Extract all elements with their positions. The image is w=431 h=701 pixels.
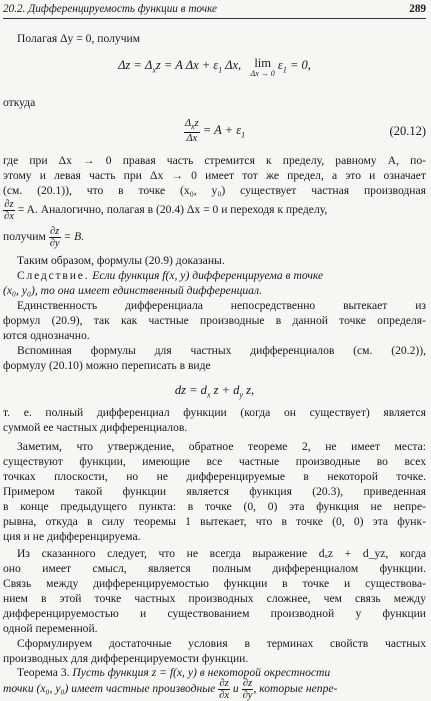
frac-den: ∂y [242, 690, 253, 701]
eq3-part-b: z + d [210, 383, 240, 397]
text-line-34: Сформулируем достаточные условия в терминах свойств частных [17, 637, 426, 650]
text-line-9-a: получим [3, 230, 49, 244]
eq1-sub-1b: 1 [282, 65, 287, 75]
text-line-20: суммой ее частных дифференциалов. [3, 421, 188, 434]
text-line-13: Единственность дифференциала непосредственно вытекает из [17, 299, 426, 312]
equation-full-differential [3, 383, 426, 403]
text-line-17: формулу (20.10) можно переписать в виде [3, 359, 211, 372]
frac-num: ∂z [49, 226, 60, 237]
equation-20-12 [3, 118, 426, 144]
eq2-den: Δx [186, 133, 198, 145]
text-line-7: (см. (20.1)), что в точке (x₀, y₀) существует частная производная [3, 184, 426, 197]
text-line-35: производных для дифференцируемости функции. [3, 652, 249, 665]
eq2-sub-1: 1 [241, 130, 246, 140]
text-line-37-b: , которые непре- [253, 682, 338, 696]
text-line-30: Связь между дифференцируемостью функции в точке и существова- [3, 577, 426, 590]
text-line-29: оно имеет смысл, является полным дифференциалом функции. [3, 562, 426, 575]
lim-subscript: Δx → 0 [250, 69, 275, 78]
corollary-text: Если функция f(x, y) дифференцируема в точке [89, 269, 324, 282]
eq1-part-b: z = A Δx + ε [155, 58, 219, 72]
eq2-rhs: = A + ε [199, 122, 242, 137]
text-line-23: точках плоскости, но не дифференцируемые в некоторой точке. [3, 470, 426, 483]
text-line-9 [3, 226, 426, 249]
text-line-5: где при Δx → 0 правая часть стремится к пределу, равному A, по- [3, 154, 426, 167]
eq2-num: Δ [184, 118, 192, 129]
eq1-part-d: ε [274, 58, 283, 72]
equation-number: (20.12) [389, 124, 426, 138]
eq1-part-e: = 0, [286, 58, 311, 72]
eq3-part-c: z, [243, 383, 255, 397]
partial-z-x-2 [218, 678, 230, 701]
text-line-28: Из сказанного следует, что не всегда выражение dₓz + d_yz, когда [17, 547, 426, 560]
text-line-1: Полагая Δy = 0, получим [17, 32, 141, 45]
eq1-part-c: Δx, [222, 58, 242, 72]
text-line-3: откуда [3, 96, 36, 109]
partial-z-x [3, 199, 15, 222]
text-line-25: в конце предыдущего пункта: в точке (0, 0) эта функция не непре- [3, 500, 426, 513]
eq2-fraction [184, 118, 200, 144]
partial-z-y-2 [242, 678, 254, 701]
text-line-19: т. е. полный дифференциал функции (когда он существует) является [3, 406, 426, 419]
eq2-num-b: z [194, 118, 199, 129]
partial-z-y [49, 226, 61, 249]
text-line-9-b: = B. [60, 230, 85, 244]
lim-word: lim [254, 56, 271, 70]
frac-den: ∂y [49, 238, 60, 249]
text-line-33: одной переменной. [3, 622, 98, 635]
text-line-24: Примером такой функции является функция (20.3), приведенная [3, 485, 426, 498]
frac-den: ∂x [4, 211, 14, 222]
text-line-8-rest: = A. Аналогично, полагая в (20.4) Δx = 0 и переходя к пределу, [14, 203, 328, 217]
theorem-label: Теорема 3. [17, 666, 70, 679]
text-line-37-a: точки (x₀, y₀) имеет частные производные [3, 682, 219, 696]
eq1-sub-1: 1 [218, 65, 223, 75]
text-line-8 [3, 199, 426, 222]
running-header [3, 3, 426, 17]
text-line-27: ция и не дифференцируема. [3, 530, 141, 543]
limit [251, 58, 275, 78]
header-rule [3, 18, 426, 19]
text-line-22: существуют функции, имеющие все частные производные во всех [3, 455, 426, 468]
eq2-sub-x: x [191, 122, 195, 132]
text-line-32: дифференцируемостью и существованием производной у функции [3, 607, 426, 620]
corollary-label: Следствие. [17, 269, 90, 282]
text-line-10: Таким образом, формулы (20.9) доказаны. [17, 254, 225, 267]
text-line-14: формул (20.9), так как частные производные в данной точке определя- [3, 314, 426, 327]
corollary-line [3, 269, 426, 283]
frac-num: ∂z [242, 678, 253, 689]
text-line-37-mid: и [230, 682, 242, 696]
frac-num: ∂z [4, 199, 14, 210]
eq3-sub-x: x [206, 390, 211, 400]
running-title: 20.2. Дифференцируемость функции в точке [3, 3, 217, 15]
eq3-sub-y: y [239, 390, 243, 400]
eq1-sub-x: x [152, 65, 156, 75]
text-line-16: Вспоминая формулы для частных дифференциалов (см. (20.2)), [17, 344, 426, 357]
text-line-31: нием в этой точке частных производных сложнее, чем связь между [3, 592, 426, 605]
eq3-part-a: dz = d [174, 383, 207, 397]
text-line-21: Заметим, что утверждение, обратное теореме 2, не имеет места: [17, 440, 426, 453]
text-line-15: ются однозначно. [3, 329, 90, 342]
text-line-26: рывна, откуда в силу теоремы 1 вытекает, что в точке (0, 0) эта функ- [3, 515, 426, 528]
text-line-12: (x₀, y₀), то она имеет единственный дифференциал. [3, 284, 262, 297]
page-number: 289 [409, 3, 426, 15]
text-line-6: этому и левая часть при Δx → 0 имеет тот же предел, а это и означает [3, 169, 426, 182]
frac-den: ∂x [219, 690, 229, 701]
text-line-37 [3, 678, 426, 701]
equation-20-11 [3, 58, 426, 78]
theorem-text: Пусть функция z = f(x, y) в некоторой окрестности [69, 666, 331, 679]
eq1-part-a: Δz = Δ [118, 58, 153, 72]
frac-num: ∂z [219, 678, 229, 689]
